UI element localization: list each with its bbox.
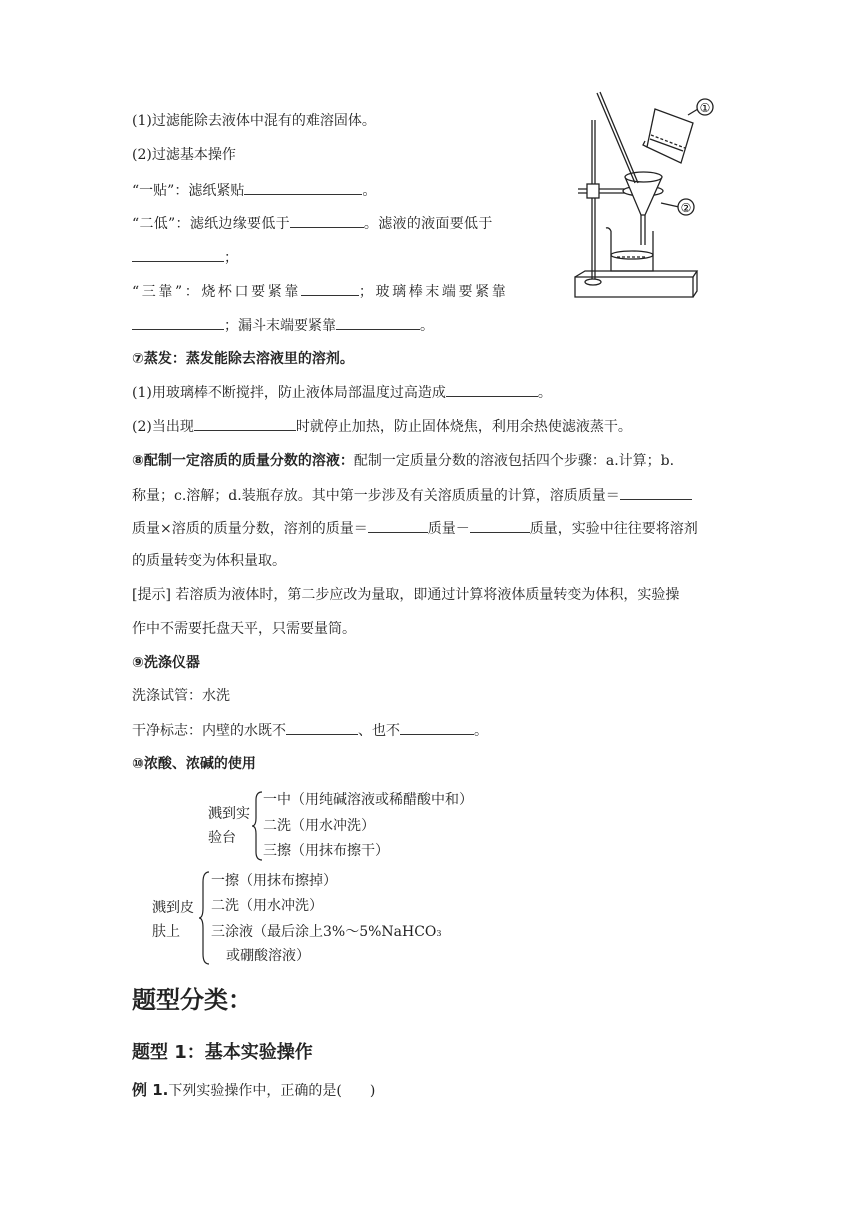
di-end: ； xyxy=(224,250,238,266)
filter-di-line xyxy=(132,213,493,234)
kao-text-2: ；玻璃棒末端要紧靠 xyxy=(358,284,509,300)
answer-blank[interactable] xyxy=(470,518,530,533)
example-label: 例 1. xyxy=(132,1081,169,1099)
skin-item-1: 一擦（用抹布擦掉） xyxy=(211,873,337,889)
filter-line-1: (1)过滤能除去液体中混有的难溶固体。 xyxy=(132,113,376,129)
filtration-apparatus-diagram xyxy=(565,85,735,305)
sol-text-2: 称量；c.溶解；d.装瓶存放。其中第一步涉及有关溶质质量的计算，溶质质量＝ xyxy=(132,488,620,504)
di-text: “二低”：滤纸边缘要低于 xyxy=(132,216,290,232)
skin-item-3 xyxy=(211,922,442,944)
acid-title: ⑩浓酸、浓碱的使用 xyxy=(132,756,256,772)
table-label-2: 验台 xyxy=(208,830,236,846)
wash-line-2 xyxy=(132,720,488,741)
di-text-2: 。滤液的液面要低于 xyxy=(363,216,493,232)
answer-blank[interactable] xyxy=(132,247,224,262)
sol-text-3: 质量×溶质的质量分数，溶剂的质量＝ xyxy=(132,521,368,537)
answer-blank[interactable] xyxy=(301,281,359,296)
sol-tip-1: [提示] 若溶质为液体时，第二步应改为量取，即通过计算将液体质量转变为体积，实验操 xyxy=(132,587,680,603)
label-2: ② xyxy=(680,201,692,215)
tie-end: 。 xyxy=(362,183,377,199)
sol-text-4: 质量－ xyxy=(427,521,470,537)
sol-text-1: 配制一定质量分数的溶液包括四个步骤：a.计算；b. xyxy=(353,453,675,469)
label-1: ① xyxy=(699,101,711,115)
answer-blank[interactable] xyxy=(620,485,692,500)
wash-line-1: 洗涤试管：水洗 xyxy=(132,688,230,704)
answer-blank[interactable] xyxy=(286,720,358,735)
answer-blank[interactable] xyxy=(336,315,420,330)
answer-blank[interactable] xyxy=(132,315,224,330)
evap-line-1 xyxy=(132,382,552,403)
sol-line-1 xyxy=(132,451,674,471)
tie-text: “一贴”：滤纸紧贴 xyxy=(132,183,245,199)
example-line xyxy=(132,1080,375,1101)
evap-text-2: (2)当出现 xyxy=(132,419,194,435)
filter-line-2: (2)过滤基本操作 xyxy=(132,147,236,163)
answer-blank[interactable] xyxy=(368,518,428,533)
evap-end: 。 xyxy=(537,385,552,401)
sol-tip-2: 作中不需要托盘天平，只需要量筒。 xyxy=(132,621,356,637)
table-label-1: 溅到实 xyxy=(208,806,250,822)
evap-text-3: 时就停止加热，防止固体烧焦，利用余热使滤液蒸干。 xyxy=(295,419,632,435)
table-item-1: 一中（用纯碱溶液或稀醋酸中和） xyxy=(263,792,473,808)
skin-item-4: 或硼酸溶液） xyxy=(226,948,310,964)
skin-label-2: 肤上 xyxy=(152,924,180,940)
type-heading: 题型 1：基本实验操作 xyxy=(132,1042,313,1063)
sol-line-4: 的质量转变为体积量取。 xyxy=(132,553,286,569)
evap-text: (1)用玻璃棒不断搅拌，防止液体局部温度过高造成 xyxy=(132,385,446,401)
table-item-2: 二洗（用水冲洗） xyxy=(263,818,375,834)
table-item-3: 三擦（用抹布擦干） xyxy=(263,843,389,859)
answer-blank[interactable] xyxy=(244,180,362,195)
kao-end: 。 xyxy=(420,318,434,334)
wash-end: 。 xyxy=(474,723,488,739)
skin-item-3-text: 三涂液（最后涂上3%～5%NaHCO xyxy=(211,924,437,940)
sol-line-3 xyxy=(132,518,698,539)
skin-label-1: 溅到皮 xyxy=(152,900,194,916)
wash-text-2: 、也不 xyxy=(358,723,400,739)
answer-blank[interactable] xyxy=(400,720,474,735)
sol-title: ⑧配制一定溶质的质量分数的溶液： xyxy=(132,453,354,469)
wash-title: ⑨洗涤仪器 xyxy=(132,655,200,671)
subscript: 3 xyxy=(436,929,442,938)
skin-item-2: 二洗（用水冲洗） xyxy=(211,898,323,914)
sol-text-5: 质量，实验中往往要将溶剂 xyxy=(529,521,698,537)
filter-tie-line xyxy=(132,180,376,201)
sol-line-2 xyxy=(132,485,692,506)
filter-di-line-2 xyxy=(132,247,238,268)
evap-line-2 xyxy=(132,416,632,437)
answer-blank[interactable] xyxy=(290,213,364,228)
wash-text: 干净标志：内壁的水既不 xyxy=(132,723,286,739)
answer-blank[interactable] xyxy=(446,382,538,397)
brace-icon xyxy=(199,870,211,966)
example-text: 下列实验操作中，正确的是( ) xyxy=(168,1083,376,1099)
filter-kao-line-2 xyxy=(132,315,434,336)
answer-blank[interactable] xyxy=(194,416,296,431)
filter-kao-line xyxy=(132,281,508,302)
kao-text: “三靠”：烧杯口要紧靠 xyxy=(132,284,301,300)
section-heading: 题型分类： xyxy=(132,986,252,1014)
kao-text-3: ；漏斗末端要紧靠 xyxy=(224,318,336,334)
evap-title: ⑦蒸发：蒸发能除去溶液里的溶剂。 xyxy=(132,351,354,367)
